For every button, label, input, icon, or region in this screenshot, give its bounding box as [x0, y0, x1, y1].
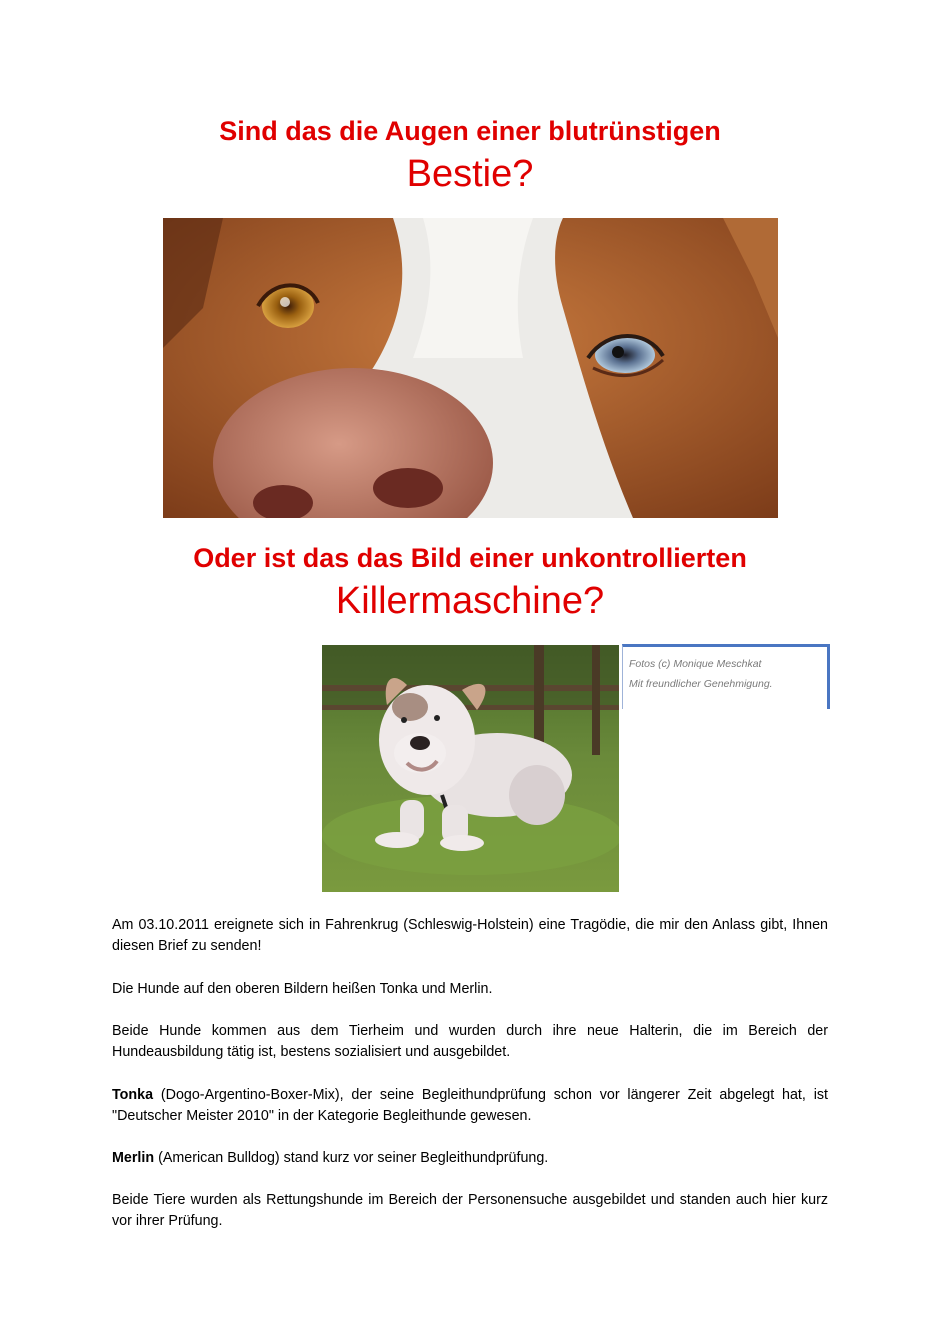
heading-2-line-2: Killermaschine? — [335, 580, 605, 622]
paragraph-4-name: Tonka — [112, 1087, 154, 1103]
paragraph-6: Beide Tiere wurden als Rettungshunde im Bereich der Personensuche ausgebildet und standen auch hier kurz vor ihrer Prüfung. — [112, 1192, 828, 1229]
paragraph-2: Die Hunde auf den oberen Bildern heißen Tonka und Merlin. — [112, 981, 493, 997]
paragraph-4-text: (Dogo-Argentino-Boxer-Mix), der seine Begleithundprüfung schon vor längerer Zeit abgelegt hat, ist "Deutscher Meister 2010" in der Kategorie Begleithunde gewesen. — [112, 1087, 828, 1124]
photo-credit-line-1: Fotos (c) Monique Meschkat — [629, 658, 762, 670]
paragraph-4 — [112, 1085, 828, 1127]
paragraph-5 — [112, 1148, 828, 1169]
heading-1-line-2: Bestie? — [406, 153, 534, 195]
paragraph-5-text: (American Bulldog) stand kurz vor seiner Begleithundprüfung. — [154, 1150, 549, 1166]
paragraph-5-name: Merlin — [112, 1150, 155, 1166]
photo-credit-box — [622, 644, 830, 709]
photo-credit-line-2: Mit freundlicher Genehmigung. — [629, 678, 773, 690]
heading-1-line-1: Sind das die Augen einer blutrünstigen — [219, 116, 721, 146]
paragraph-3: Beide Hunde kommen aus dem Tierheim und wurden durch ihre neue Halterin, die im Bereich der Hundeausbildung tätig ist, bestens sozialisiert und ausgebildet. — [112, 1023, 828, 1060]
heading-2-line-1: Oder ist das das Bild einer unkontrollierten — [193, 543, 747, 573]
paragraph-1: Am 03.10.2011 ereignete sich in Fahrenkrug (Schleswig-Holstein) eine Tragödie, die mir den Anlass gibt, Ihnen diesen Brief zu senden! — [112, 917, 828, 954]
dog-lying-photo — [322, 645, 619, 892]
dog-eyes-photo — [163, 218, 778, 518]
